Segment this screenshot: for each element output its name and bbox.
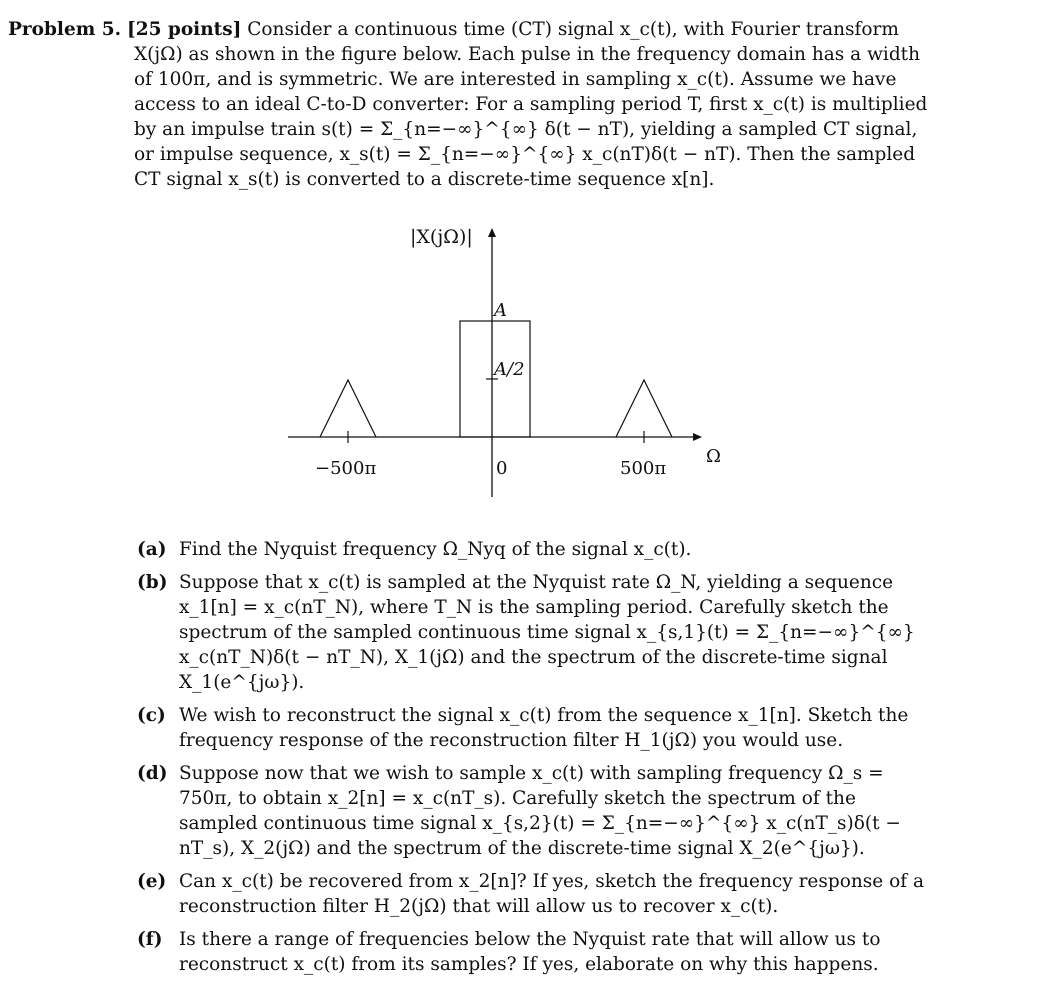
part-d	[137, 761, 937, 861]
question-parts	[137, 537, 937, 985]
part-text: Suppose that x_c(t) is sampled at the Nyquist rate Ω_N, yielding a sequence x_1[n] = x_c(nT_N), where T_N is the sampling period. Carefully sketch the spectrum of the sampled continuous time signal x_{s,1}(t) = Σ_{n=−∞}^{∞} x_c(nT_N)δ(t − nT_N), X_1(jΩ) and the spectrum of the discrete-time signal X_1(e^{jω}).	[179, 572, 915, 693]
part-label: (e)	[137, 871, 167, 892]
part-a	[137, 537, 937, 562]
tick-label-zero: 0	[496, 458, 508, 479]
pulse-left	[320, 380, 376, 437]
part-e	[137, 869, 937, 919]
x-axis-label: Ω	[706, 446, 721, 467]
tick-label-neg: −500π	[315, 458, 377, 479]
pulse-right	[616, 380, 672, 437]
label-A-half: A/2	[494, 359, 525, 380]
y-axis-label: |X(jΩ)|	[410, 226, 473, 248]
label-A: A	[494, 300, 507, 321]
part-label: (c)	[137, 705, 166, 726]
part-label: (d)	[137, 763, 168, 784]
part-f	[137, 927, 937, 977]
part-text: We wish to reconstruct the signal x_c(t) from the sequence x_1[n]. Sketch the frequency response of the reconstruction filter H_1(jΩ) you would use.	[179, 705, 909, 751]
part-c	[137, 703, 937, 753]
part-label: (a)	[137, 539, 167, 560]
problem-points: [25 points]	[126, 19, 242, 40]
part-text: Is there a range of frequencies below the Nyquist rate that will allow us to reconstruct x_c(t) from its samples? If yes, elaborate on why this happens.	[179, 929, 881, 975]
part-text: Suppose now that we wish to sample x_c(t) with sampling frequency Ω_s = 750π, to obtain x_2[n] = x_c(nT_s). Carefully sketch the spectrum of the sampled continuous time signal x_{s,2}(t) = Σ_{n=−∞}^{∞} x_c(nT_s)δ(t − nT_s), X_2(jΩ) and the spectrum of the discrete-time signal X_2(e^{jω}).	[179, 763, 901, 859]
tick-label-pos: 500π	[620, 458, 667, 479]
part-text: Can x_c(t) be recovered from x_2[n]? If yes, sketch the frequency response of a reconstruction filter H_2(jΩ) that will allow us to recover x_c(t).	[179, 871, 924, 917]
part-label: (b)	[137, 572, 168, 593]
part-label: (f)	[137, 929, 163, 950]
spectrum-figure	[0, 215, 760, 505]
x-axis-arrow	[693, 433, 702, 441]
problem-label: Problem 5.	[8, 19, 122, 40]
y-axis-arrow	[488, 228, 496, 237]
problem-text: Consider a continuous time (CT) signal x_c(t), with Fourier transform X(jΩ) as shown in the figure below. Each pulse in the frequency domain has a width of 100π, and is symmetric. We are interested in sampling x_c(t). Assume we have access to an ideal C-to-D converter: For a sampling period T, first x_c(t) is multiplied by an impulse train s(t) = Σ_{n=−∞}^{∞} δ(t − nT), yielding a sampled CT signal, or impulse sequence, x_s(t) = Σ_{n=−∞}^{∞} x_c(nT)δ(t − nT). Then the sampled CT signal x_s(t) is converted to a discrete-time sequence x[n].	[134, 19, 928, 190]
problem-statement	[8, 17, 938, 192]
part-text: Find the Nyquist frequency Ω_Nyq of the signal x_c(t).	[179, 539, 692, 560]
part-b	[137, 570, 937, 695]
